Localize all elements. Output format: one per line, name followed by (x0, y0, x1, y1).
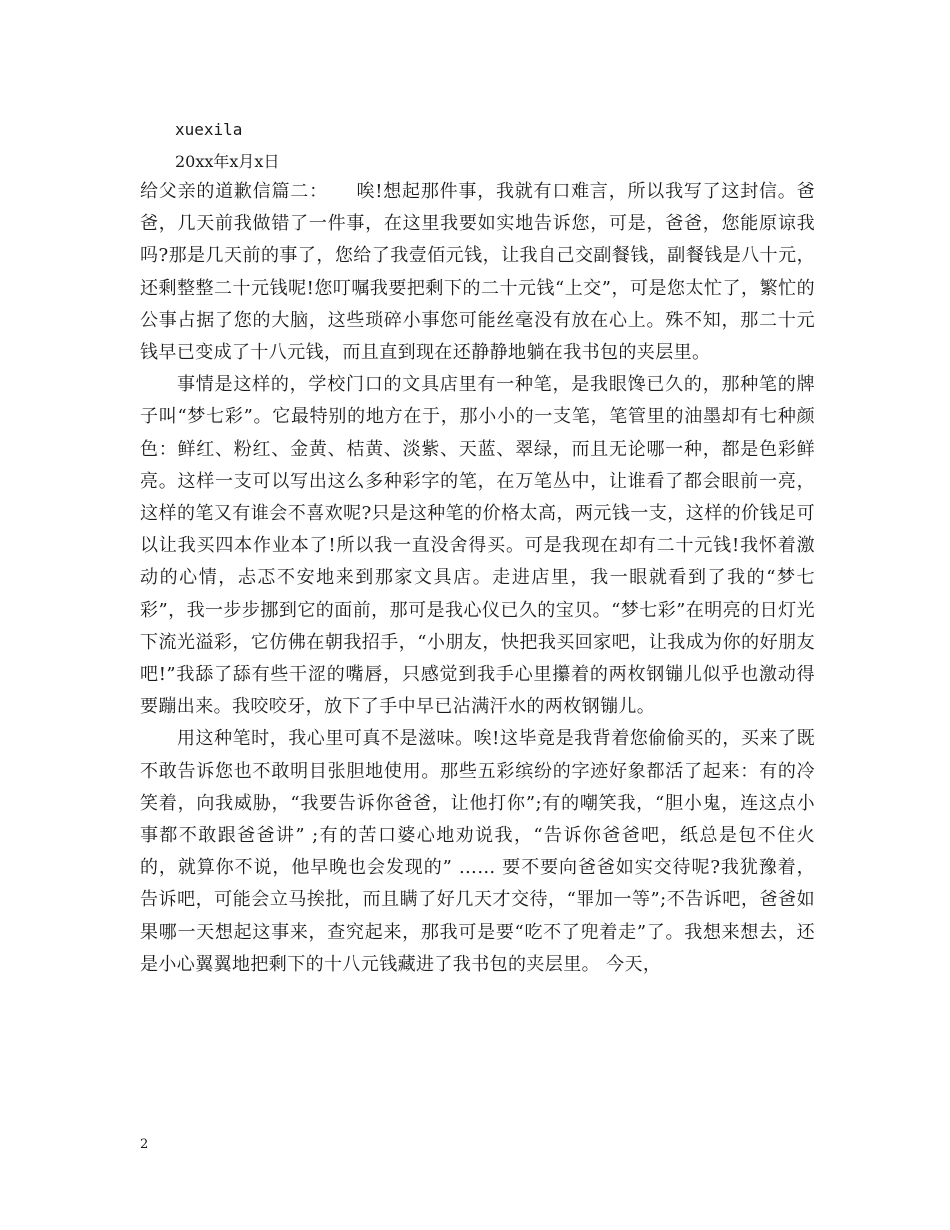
page-number: 2 (140, 1137, 149, 1152)
signature-name: xuexila (175, 120, 243, 139)
heading-gap (319, 181, 357, 202)
paragraph-1-text: 唉!想起那件事，我就有口难言，所以我写了这封信。爸爸，几天前我做错了一件事，在这里我要如实地告诉您，可是，爸爸，您能原谅我吗?那是几天前的事了，您给了我壹佰元钱，让我自己交副餐钱，副餐钱是八十元，还剩整整二十元钱呢!您叮嘱我要把剩下的二十元钱“上交”，可是您太忙了，繁忙的公事占据了您的大脑，这些琐碎小事您可能丝毫没有放在心上。殊不知，那二十元钱早已变成了十八元钱，而且直到现在还静静地躺在我书包的夹层里。 (140, 181, 815, 364)
paragraph-2: 事情是这样的，学校门口的文具店里有一种笔，是我眼馋已久的，那种笔的牌子叫“梦七彩”。它最特别的地方在于，那小小的一支笔，笔管里的油墨却有七种颜色：鲜红、粉红、金黄、桔黄、淡紫、天蓝、翠绿，而且无论哪一种，都是色彩鲜亮。这样一支可以写出这么多种彩字的笔，在万笔丛中，让谁看了都会眼前一亮，这样的笔又有谁会不喜欢呢?只是这种笔的价格太高，两元钱一支，这样的价钱足可以让我买四本作业本了!所以我一直没舍得买。可是我现在却有二十元钱!我怀着激动的心情，忐忑不安地来到那家文具店。走进店里，我一眼就看到了我的“梦七彩”，我一步步挪到它的面前，那可是我心仪已久的宝贝。“梦七彩”在明亮的日灯光下流光溢彩，它仿佛在朝我招手，“小朋友，快把我买回家吧，让我成为你的好朋友吧!”我舔了舔有些干涩的嘴唇，只感觉到我手心里攥着的两枚钢镚儿似乎也激动得要蹦出来。我咬咬牙，放下了手中早已沾满汗水的两枚钢镚儿。 (140, 374, 815, 718)
letter-heading: 给父亲的道歉信篇二： (140, 181, 319, 202)
paragraph-3: 用这种笔时，我心里可真不是滋味。唉!这毕竟是我背着您偷偷买的，买来了既不敢告诉您也不敢明目张胆地使用。那些五彩缤纷的字迹好象都活了起来：有的冷笑着，向我威胁，“我要告诉你爸爸，让他打你”;有的嘲笑我，“胆小鬼，连这点小事都不敢跟爸爸讲” ;有的苦口婆心地劝说我，“告诉你爸爸吧，纸总是包不住火的，就算你不说，他早晚也会发现的” …… 要不要向爸爸如实交待呢?我犹豫着，告诉吧，可能会立马挨批，而且瞒了好几天才交待，“罪加一等”;不告诉吧，爸爸如果哪一天想起这事来，查究起来，那我可是要“吃不了兜着走”了。我想来想去，还是小心翼翼地把剩下的十八元钱藏进了我书包的夹层里。 今天， (140, 728, 815, 975)
signature-date: 20xx年x月x日 (175, 152, 280, 171)
paragraph-1 (140, 176, 815, 369)
letter-body (140, 176, 815, 981)
